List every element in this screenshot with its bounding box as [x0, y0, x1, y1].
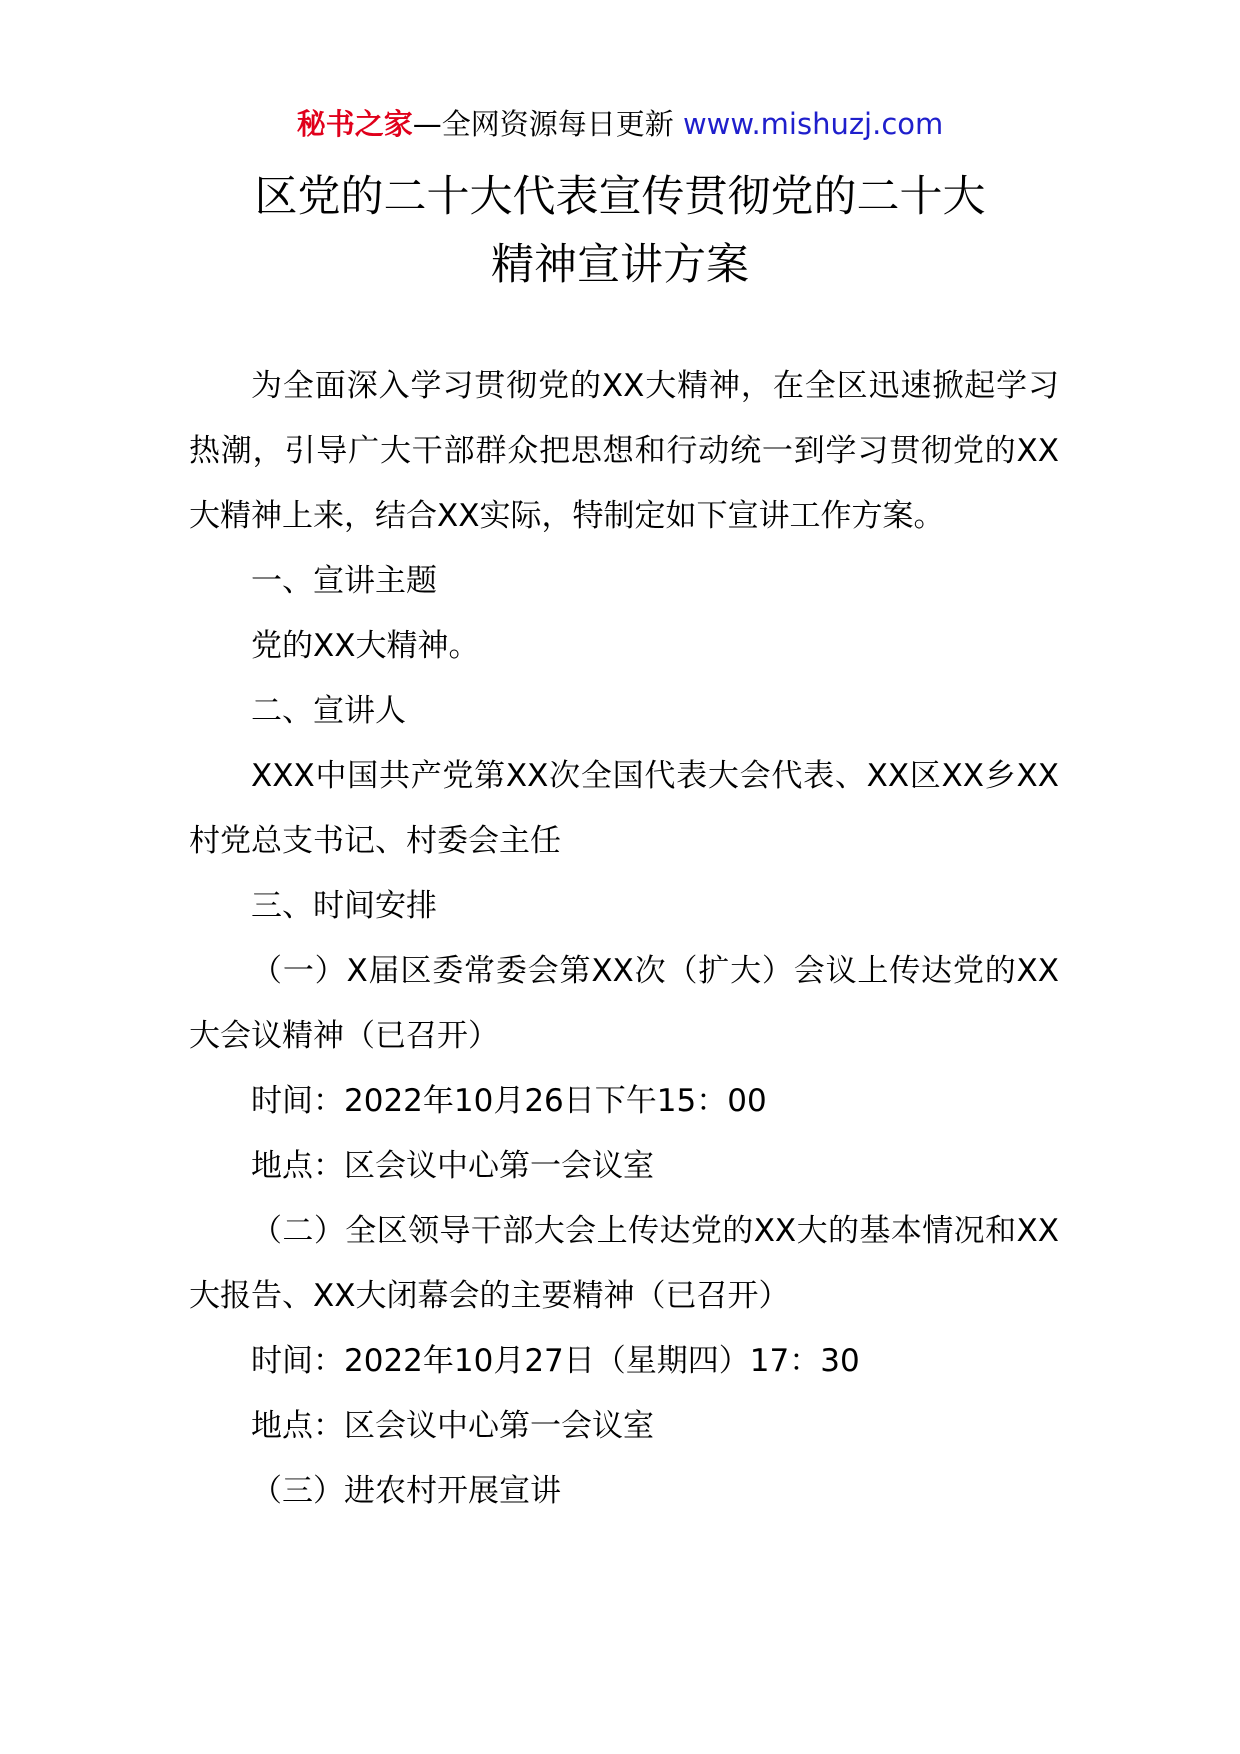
section-heading-speaker: 二、宣讲人 [251, 693, 406, 729]
schedule-item-1: （一）X届区委常委会第XX次（扩大）会议上传达党的XX大会议精神（已召开） [189, 953, 1059, 1054]
schedule-item-2: （二）全区领导干部大会上传达党的XX大的基本情况和XX大报告、XX大闭幕会的主要精神（已召开） [189, 1213, 1059, 1314]
title-line-1: 区党的二十大代表宣传贯彻党的二十大 [254, 172, 986, 222]
schedule-item-2-location: 地点：区会议中心第一会议室 [251, 1408, 654, 1444]
intro-paragraph: 为全面深入学习贯彻党的XX大精神，在全区迅速掀起学习热潮，引导广大干部群众把思想和行动统一到学习贯彻党的XX大精神上来，结合XX实际，特制定如下宣讲工作方案。 [189, 368, 1059, 534]
schedule-item-1-location: 地点：区会议中心第一会议室 [251, 1148, 654, 1184]
site-tagline: —全网资源每日更新 [412, 107, 683, 141]
site-header [0, 100, 1240, 148]
schedule-item-3: （三）进农村开展宣讲 [251, 1473, 561, 1509]
title-line-2: 精神宣讲方案 [491, 240, 749, 290]
schedule-item-2-time: 时间：2022年10月27日（星期四）17：30 [251, 1343, 860, 1379]
theme-text: 党的XX大精神。 [251, 628, 480, 664]
speaker-text: XXX中国共产党第XX次全国代表大会代表、XX区XX乡XX村党总支书记、村委会主任 [189, 758, 1059, 859]
document-body [189, 354, 1059, 1524]
section-heading-schedule: 三、时间安排 [251, 888, 437, 924]
section-heading-theme: 一、宣讲主题 [251, 563, 437, 599]
document-title [0, 163, 1240, 299]
site-brand: 秘书之家 [296, 107, 413, 141]
site-url-link[interactable]: www.mishuzj.com [682, 107, 944, 141]
schedule-item-1-time: 时间：2022年10月26日下午15：00 [251, 1083, 767, 1119]
